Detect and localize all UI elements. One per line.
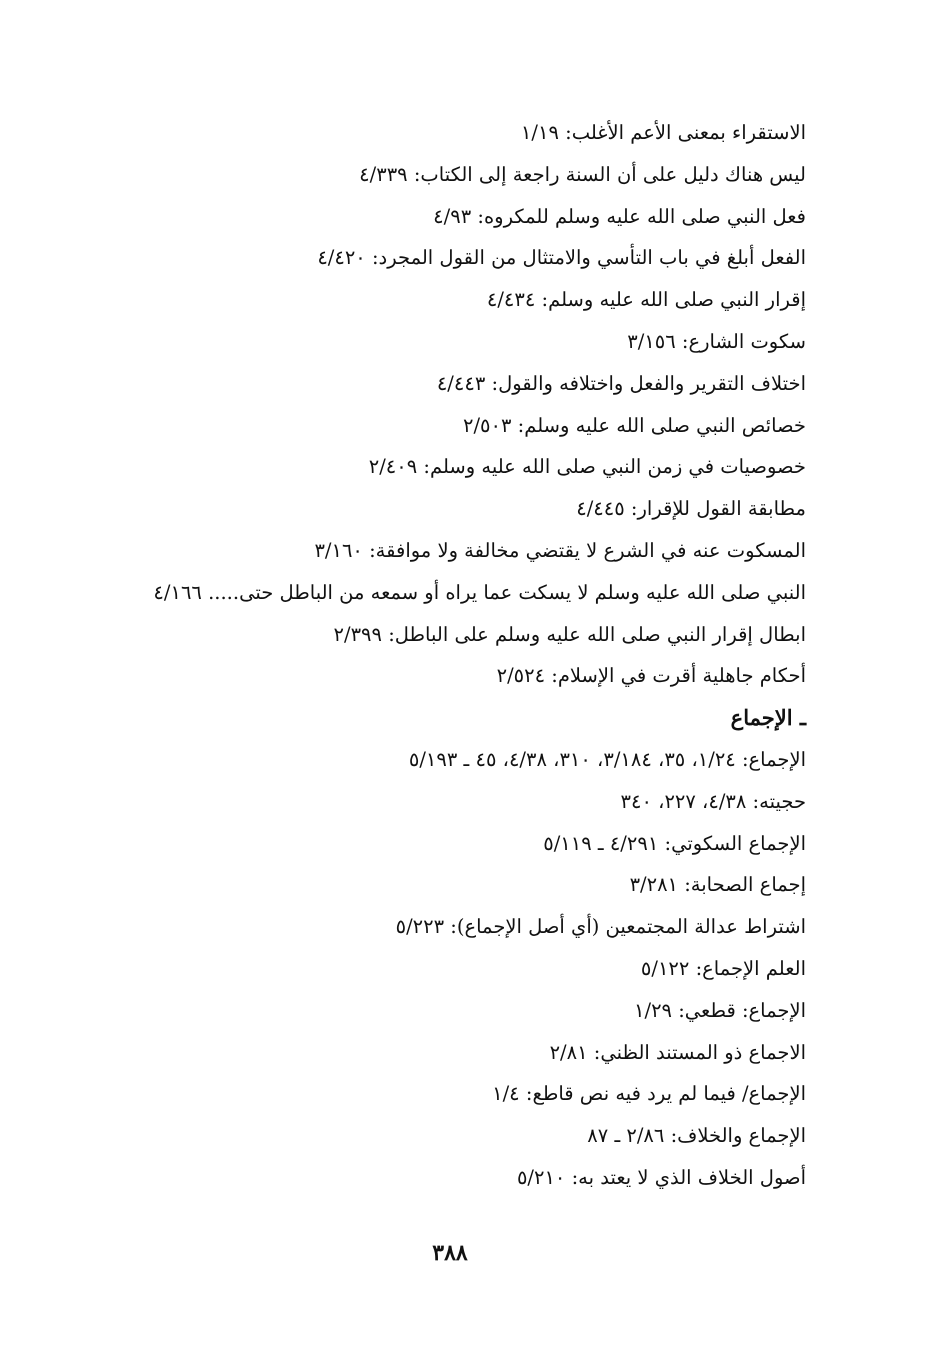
index-entry: مطابقة القول للإقرار: ٤/٤٤٥ — [576, 497, 806, 521]
index-entry: المسكوت عنه في الشرع لا يقتضي مخالفة ولا موافقة: ٣/١٦٠ — [314, 538, 806, 562]
index-entry: النبي صلى الله عليه وسلم لا يسكت عما يراه أو سمعه من الباطل حتى..... ٤/١٦٦ — [153, 580, 806, 604]
index-entry: اشتراط عدالة المجتمعين (أي أصل الإجماع): ٥/٢٢٣ — [395, 915, 806, 939]
index-entry: الفعل أبلغ في باب التأسي والامتثال من القول المجرد: ٤/٤٢٠ — [317, 246, 806, 270]
index-entry: الإجماع السكوتي: ٤/٢٩١ ـ ٥/١١٩ — [543, 831, 806, 855]
index-entry: الإجماع: ١/٢٤، ٣٥، ٣/١٨٤، ٣١٠، ٤/٣٨، ٤٥ ـ ٥/١٩٣ — [408, 747, 806, 771]
index-entry: سكوت الشارع: ٣/١٥٦ — [627, 329, 806, 353]
index-list — [86, 112, 806, 1199]
index-entry: حجيته: ٤/٣٨، ٢٢٧، ٣٤٠ — [620, 789, 806, 813]
index-entry: خصوصيات في زمن النبي صلى الله عليه وسلم: ٢/٤٠٩ — [368, 455, 806, 479]
index-entry: أحكام جاهلية أقرت في الإسلام: ٢/٥٢٤ — [496, 664, 806, 688]
index-entry: أصول الخلاف الذي لا يعتد به: ٥/٢١٠ — [516, 1165, 806, 1189]
section-heading: ـ الإجماع — [730, 705, 806, 731]
index-entry: الإجماع والخلاف: ٢/٨٦ ـ ٨٧ — [587, 1124, 806, 1148]
index-entry: إجماع الصحابة: ٣/٢٨١ — [629, 873, 806, 897]
index-entry: إقرار النبي صلى الله عليه وسلم: ٤/٤٣٤ — [486, 288, 806, 312]
page-number: ٣٨٨ — [432, 1240, 468, 1266]
index-entry: الإجماع/ فيما لم يرد فيه نص قاطع: ١/٤ — [492, 1082, 806, 1106]
index-entry: ليس هناك دليل على أن السنة راجعة إلى الكتاب: ٤/٣٣٩ — [359, 162, 806, 186]
index-entry: الإجماع: قطعي: ١/٢٩ — [634, 998, 806, 1022]
index-entry: فعل النبي صلى الله عليه وسلم للمكروه: ٤/٩٣ — [433, 204, 806, 228]
index-entry: الاستقراء بمعنى الأعم الأغلب: ١/١٩ — [520, 121, 806, 144]
index-entry: الاجماع ذو المستند الظني: ٢/٨١ — [549, 1040, 806, 1064]
index-entry: اختلاف التقرير والفعل واختلافه والقول: ٤/٤٤٣ — [436, 371, 806, 395]
index-entry: ابطال إقرار النبي صلى الله عليه وسلم على الباطل: ٢/٣٩٩ — [333, 622, 806, 646]
index-entry: العلم الإجماع: ٥/١٢٢ — [640, 956, 806, 980]
index-entry: خصائص النبي صلى الله عليه وسلم: ٢/٥٠٣ — [463, 413, 806, 437]
